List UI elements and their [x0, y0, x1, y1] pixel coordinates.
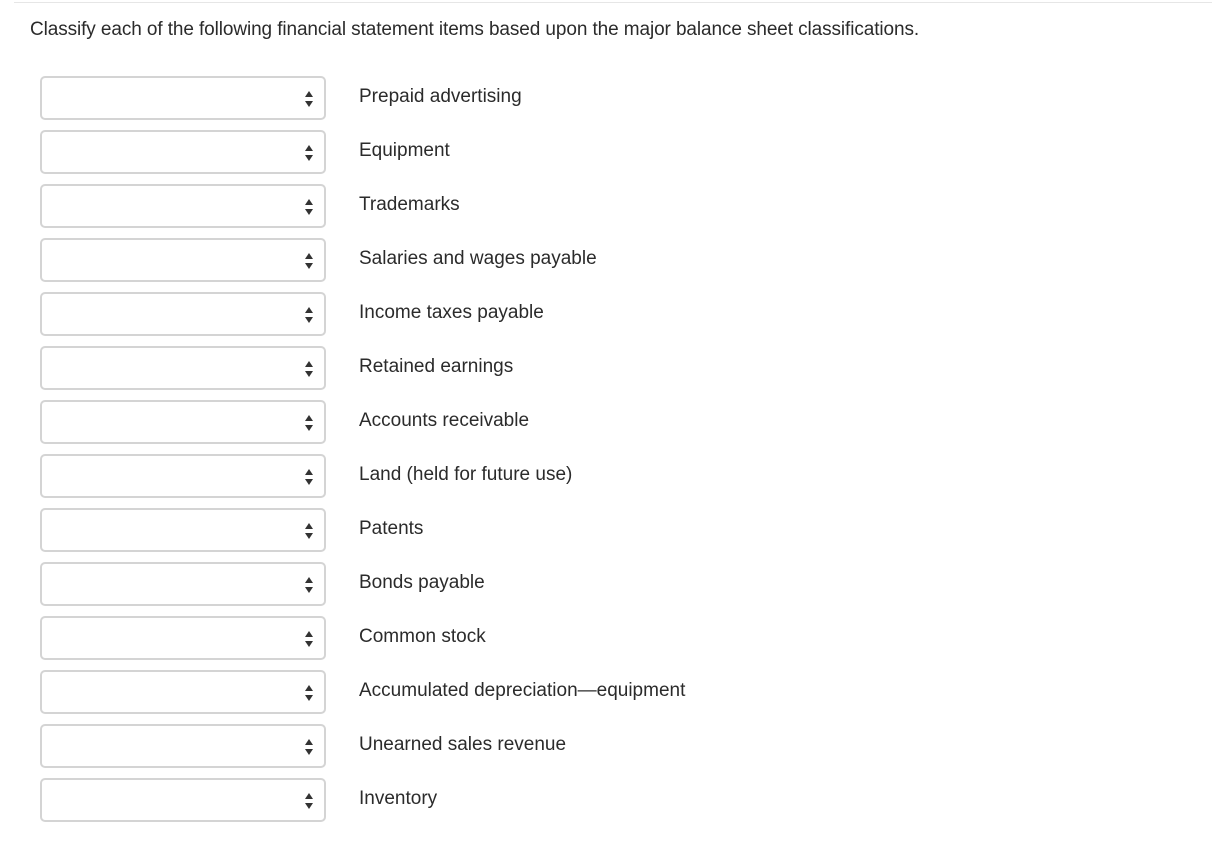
up-down-arrows-icon	[304, 414, 314, 432]
item-label: Accumulated depreciation—equipment	[359, 680, 686, 701]
classification-dropdown[interactable]	[40, 508, 326, 552]
classification-dropdown[interactable]	[40, 292, 326, 336]
up-down-arrows-icon	[304, 90, 314, 108]
up-down-arrows-icon	[304, 306, 314, 324]
up-down-arrows-icon	[304, 468, 314, 486]
up-down-arrows-icon	[304, 252, 314, 270]
top-divider	[14, 2, 1212, 3]
classification-dropdown[interactable]	[40, 778, 326, 822]
classification-dropdown[interactable]	[40, 724, 326, 768]
classification-dropdown[interactable]	[40, 346, 326, 390]
classification-dropdown[interactable]	[40, 454, 326, 498]
classification-dropdown[interactable]	[40, 616, 326, 660]
up-down-arrows-icon	[304, 576, 314, 594]
item-label: Equipment	[359, 140, 450, 161]
item-label: Salaries and wages payable	[359, 248, 597, 269]
item-label: Accounts receivable	[359, 410, 530, 431]
up-down-arrows-icon	[304, 792, 314, 810]
up-down-arrows-icon	[304, 522, 314, 540]
up-down-arrows-icon	[304, 738, 314, 756]
classification-dropdown[interactable]	[40, 130, 326, 174]
classification-dropdown[interactable]	[40, 562, 326, 606]
item-label: Retained earnings	[359, 356, 514, 377]
item-label: Inventory	[359, 788, 438, 809]
item-label: Unearned sales revenue	[359, 734, 567, 755]
item-label: Land (held for future use)	[359, 464, 573, 485]
classification-dropdown[interactable]	[40, 400, 326, 444]
item-label: Bonds payable	[359, 572, 485, 593]
item-label: Trademarks	[359, 194, 460, 215]
item-label: Common stock	[359, 626, 486, 647]
item-label: Income taxes payable	[359, 302, 544, 323]
classification-dropdown[interactable]	[40, 670, 326, 714]
classification-dropdown[interactable]	[40, 76, 326, 120]
up-down-arrows-icon	[304, 144, 314, 162]
item-label: Prepaid advertising	[359, 86, 522, 107]
up-down-arrows-icon	[304, 360, 314, 378]
up-down-arrows-icon	[304, 630, 314, 648]
classification-dropdown[interactable]	[40, 184, 326, 228]
classification-dropdown[interactable]	[40, 238, 326, 282]
item-label: Patents	[359, 518, 424, 539]
question-instructions: Classify each of the following financial statement items based upon the major balance sheet classifications.	[30, 19, 920, 40]
up-down-arrows-icon	[304, 198, 314, 216]
up-down-arrows-icon	[304, 684, 314, 702]
